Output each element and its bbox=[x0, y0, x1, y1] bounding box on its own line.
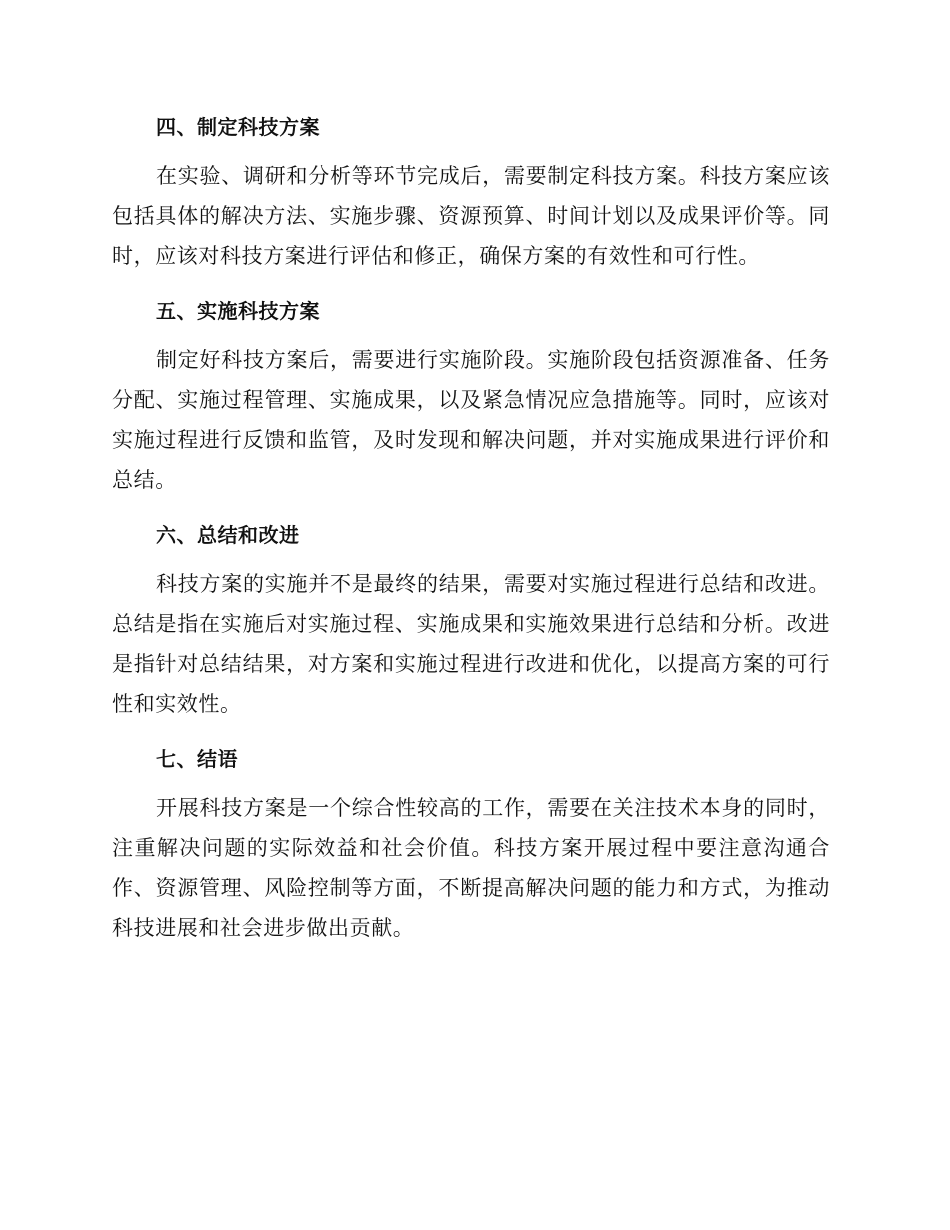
section-paragraph-6: 科技方案的实施并不是最终的结果，需要对实施过程进行总结和改进。总结是指在实施后对实施过程、实施成果和实施效果进行总结和分析。改进是指针对总结结果，对方案和实施过程进行改进和优化，以提高方案的可行性和实效性。 bbox=[112, 572, 830, 716]
section-heading-7: 七、结语 bbox=[156, 747, 238, 771]
section-paragraph-7: 开展科技方案是一个综合性较高的工作，需要在关注技术本身的同时，注重解决问题的实际效益和社会价值。科技方案开展过程中要注意沟通合作、资源管理、风险控制等方面，不断提高解决问题的能力和方式，为推动科技进展和社会进步做出贡献。 bbox=[112, 796, 830, 940]
section-paragraph-4: 在实验、调研和分析等环节完成后，需要制定科技方案。科技方案应该包括具体的解决方法、实施步骤、资源预算、时间计划以及成果评价等。同时，应该对科技方案进行评估和修正，确保方案的有效性和可行性。 bbox=[112, 164, 830, 268]
section-heading-6: 六、总结和改进 bbox=[156, 523, 300, 547]
section-heading-4: 四、制定科技方案 bbox=[156, 115, 320, 139]
document-body bbox=[112, 108, 830, 964]
section-heading-5: 五、实施科技方案 bbox=[156, 299, 320, 323]
section-paragraph-5: 制定好科技方案后，需要进行实施阶段。实施阶段包括资源准备、任务分配、实施过程管理、实施成果，以及紧急情况应急措施等。同时，应该对实施过程进行反馈和监管，及时发现和解决问题，并对实施成果进行评价和总结。 bbox=[112, 348, 830, 492]
